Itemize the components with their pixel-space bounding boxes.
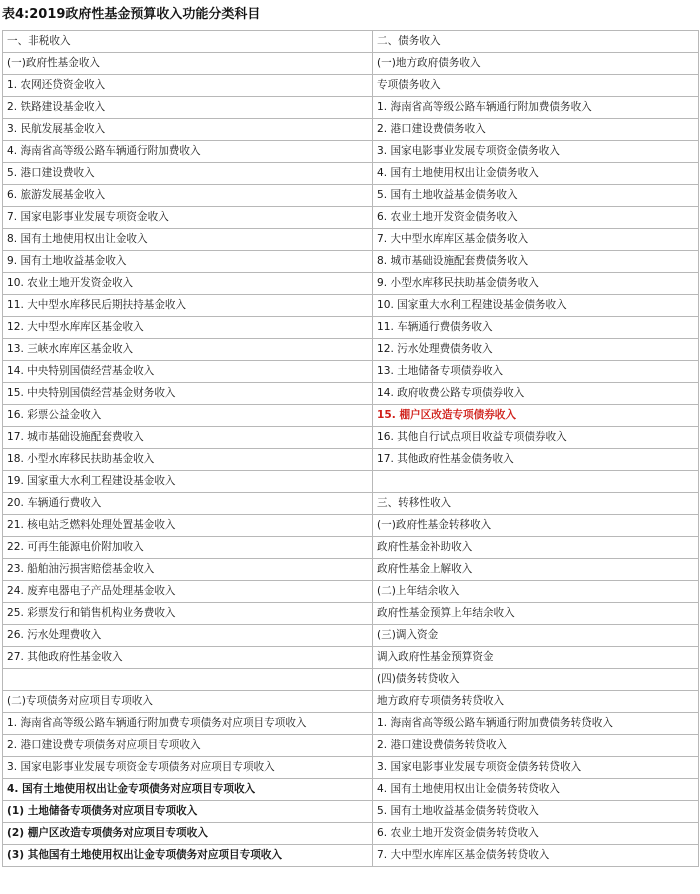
table-row xyxy=(3,449,699,471)
table-row xyxy=(3,97,699,119)
right-cell: 14. 政府收费公路专项债券收入 xyxy=(373,383,699,405)
right-cell: (四)债务转贷收入 xyxy=(373,669,699,691)
right-cell: 二、债务收入 xyxy=(373,31,699,53)
left-cell: 20. 车辆通行费收入 xyxy=(3,493,373,515)
right-cell: (一)政府性基金转移收入 xyxy=(373,515,699,537)
table-row xyxy=(3,691,699,713)
right-cell: 12. 污水处理费债务收入 xyxy=(373,339,699,361)
left-cell: 5. 港口建设费收入 xyxy=(3,163,373,185)
right-cell: 1. 海南省高等级公路车辆通行附加费债务转贷收入 xyxy=(373,713,699,735)
right-cell: 三、转移性收入 xyxy=(373,493,699,515)
right-cell: 政府性基金上解收入 xyxy=(373,559,699,581)
table-row xyxy=(3,251,699,273)
left-cell: 26. 污水处理费收入 xyxy=(3,625,373,647)
right-cell: 6. 农业土地开发资金债务转贷收入 xyxy=(373,823,699,845)
fund-classification-table xyxy=(2,30,699,867)
left-cell: 22. 可再生能源电价附加收入 xyxy=(3,537,373,559)
right-cell: 7. 大中型水库库区基金债务转贷收入 xyxy=(373,845,699,867)
table-row xyxy=(3,75,699,97)
left-cell: (二)专项债务对应项目专项收入 xyxy=(3,691,373,713)
right-cell: 16. 其他自行试点项目收益专项债券收入 xyxy=(373,427,699,449)
table-row xyxy=(3,713,699,735)
left-cell: 14. 中央特别国债经营基金收入 xyxy=(3,361,373,383)
left-cell: 1. 海南省高等级公路车辆通行附加费专项债务对应项目专项收入 xyxy=(3,713,373,735)
table-row xyxy=(3,273,699,295)
table-row xyxy=(3,339,699,361)
left-cell: 16. 彩票公益金收入 xyxy=(3,405,373,427)
table-row xyxy=(3,427,699,449)
left-cell: (2) 棚户区改造专项债务对应项目专项收入 xyxy=(3,823,373,845)
table-row xyxy=(3,53,699,75)
table-row xyxy=(3,471,699,493)
right-cell: 专项债务收入 xyxy=(373,75,699,97)
table-row xyxy=(3,801,699,823)
left-cell: (1) 土地储备专项债务对应项目专项收入 xyxy=(3,801,373,823)
left-cell: 13. 三峡水库库区基金收入 xyxy=(3,339,373,361)
right-cell: 11. 车辆通行费债务收入 xyxy=(373,317,699,339)
right-cell: 6. 农业土地开发资金债务收入 xyxy=(373,207,699,229)
table-row xyxy=(3,669,699,691)
left-cell: 18. 小型水库移民扶助基金收入 xyxy=(3,449,373,471)
right-cell: 2. 港口建设费债务转贷收入 xyxy=(373,735,699,757)
table-row xyxy=(3,163,699,185)
right-cell: 10. 国家重大水利工程建设基金债务收入 xyxy=(373,295,699,317)
left-cell: 17. 城市基础设施配套费收入 xyxy=(3,427,373,449)
table-row xyxy=(3,779,699,801)
right-cell: 9. 小型水库移民扶助基金债务收入 xyxy=(373,273,699,295)
left-cell: 25. 彩票发行和销售机构业务费收入 xyxy=(3,603,373,625)
right-cell: 5. 国有土地收益基金债务转贷收入 xyxy=(373,801,699,823)
right-cell: (一)地方政府债务收入 xyxy=(373,53,699,75)
left-cell: 4. 国有土地使用权出让金专项债务对应项目专项收入 xyxy=(3,779,373,801)
left-cell: 24. 废弃电器电子产品处理基金收入 xyxy=(3,581,373,603)
right-cell: 调入政府性基金预算资金 xyxy=(373,647,699,669)
table-row xyxy=(3,735,699,757)
left-cell: 15. 中央特别国债经营基金财务收入 xyxy=(3,383,373,405)
table-row xyxy=(3,405,699,427)
right-cell: 17. 其他政府性基金债务收入 xyxy=(373,449,699,471)
left-cell: 2. 铁路建设基金收入 xyxy=(3,97,373,119)
table-row xyxy=(3,383,699,405)
left-cell: 9. 国有土地收益基金收入 xyxy=(3,251,373,273)
left-cell: 2. 港口建设费专项债务对应项目专项收入 xyxy=(3,735,373,757)
left-cell: (3) 其他国有土地使用权出让金专项债务对应项目专项收入 xyxy=(3,845,373,867)
table-row xyxy=(3,361,699,383)
table-row xyxy=(3,845,699,867)
right-cell: 4. 国有土地使用权出让金债务转贷收入 xyxy=(373,779,699,801)
table-row xyxy=(3,757,699,779)
left-cell: 3. 国家电影事业发展专项资金专项债务对应项目专项收入 xyxy=(3,757,373,779)
right-cell: 政府性基金预算上年结余收入 xyxy=(373,603,699,625)
right-cell: 13. 土地储备专项债券收入 xyxy=(373,361,699,383)
right-cell: 8. 城市基础设施配套费债务收入 xyxy=(373,251,699,273)
left-cell: 3. 民航发展基金收入 xyxy=(3,119,373,141)
left-cell: 27. 其他政府性基金收入 xyxy=(3,647,373,669)
right-cell: 地方政府专项债务转贷收入 xyxy=(373,691,699,713)
right-cell: 3. 国家电影事业发展专项资金债务收入 xyxy=(373,141,699,163)
right-cell: 5. 国有土地收益基金债务收入 xyxy=(373,185,699,207)
left-cell: 23. 船舶油污损害赔偿基金收入 xyxy=(3,559,373,581)
right-cell: 1. 海南省高等级公路车辆通行附加费债务收入 xyxy=(373,97,699,119)
right-cell: 4. 国有土地使用权出让金债务收入 xyxy=(373,163,699,185)
table-row xyxy=(3,823,699,845)
left-cell: 6. 旅游发展基金收入 xyxy=(3,185,373,207)
left-cell: (一)政府性基金收入 xyxy=(3,53,373,75)
right-cell: 15. 棚户区改造专项债券收入 xyxy=(373,405,699,427)
table-row xyxy=(3,625,699,647)
right-cell xyxy=(373,471,699,493)
table-row xyxy=(3,493,699,515)
right-cell: (二)上年结余收入 xyxy=(373,581,699,603)
left-cell: 8. 国有土地使用权出让金收入 xyxy=(3,229,373,251)
right-cell: 政府性基金补助收入 xyxy=(373,537,699,559)
left-cell: 7. 国家电影事业发展专项资金收入 xyxy=(3,207,373,229)
left-cell: 11. 大中型水库移民后期扶持基金收入 xyxy=(3,295,373,317)
table-row xyxy=(3,207,699,229)
table-title: 表4:2019政府性基金预算收入功能分类科目 xyxy=(2,7,261,22)
left-cell: 21. 核电站乏燃料处理处置基金收入 xyxy=(3,515,373,537)
left-cell: 12. 大中型水库库区基金收入 xyxy=(3,317,373,339)
table-row xyxy=(3,119,699,141)
table-row xyxy=(3,295,699,317)
table-row xyxy=(3,581,699,603)
right-cell: 2. 港口建设费债务收入 xyxy=(373,119,699,141)
table-row xyxy=(3,537,699,559)
left-cell: 4. 海南省高等级公路车辆通行附加费收入 xyxy=(3,141,373,163)
right-cell: 3. 国家电影事业发展专项资金债务转贷收入 xyxy=(373,757,699,779)
left-cell: 一、非税收入 xyxy=(3,31,373,53)
right-cell: 7. 大中型水库库区基金债务收入 xyxy=(373,229,699,251)
table-row xyxy=(3,31,699,53)
table-row xyxy=(3,603,699,625)
left-cell: 19. 国家重大水利工程建设基金收入 xyxy=(3,471,373,493)
table-row xyxy=(3,515,699,537)
right-cell: (三)调入资金 xyxy=(373,625,699,647)
left-cell: 10. 农业土地开发资金收入 xyxy=(3,273,373,295)
table-row xyxy=(3,647,699,669)
table-row xyxy=(3,317,699,339)
left-cell xyxy=(3,669,373,691)
table-row xyxy=(3,141,699,163)
table-row xyxy=(3,229,699,251)
table-row xyxy=(3,185,699,207)
table-row xyxy=(3,559,699,581)
left-cell: 1. 农网还贷资金收入 xyxy=(3,75,373,97)
